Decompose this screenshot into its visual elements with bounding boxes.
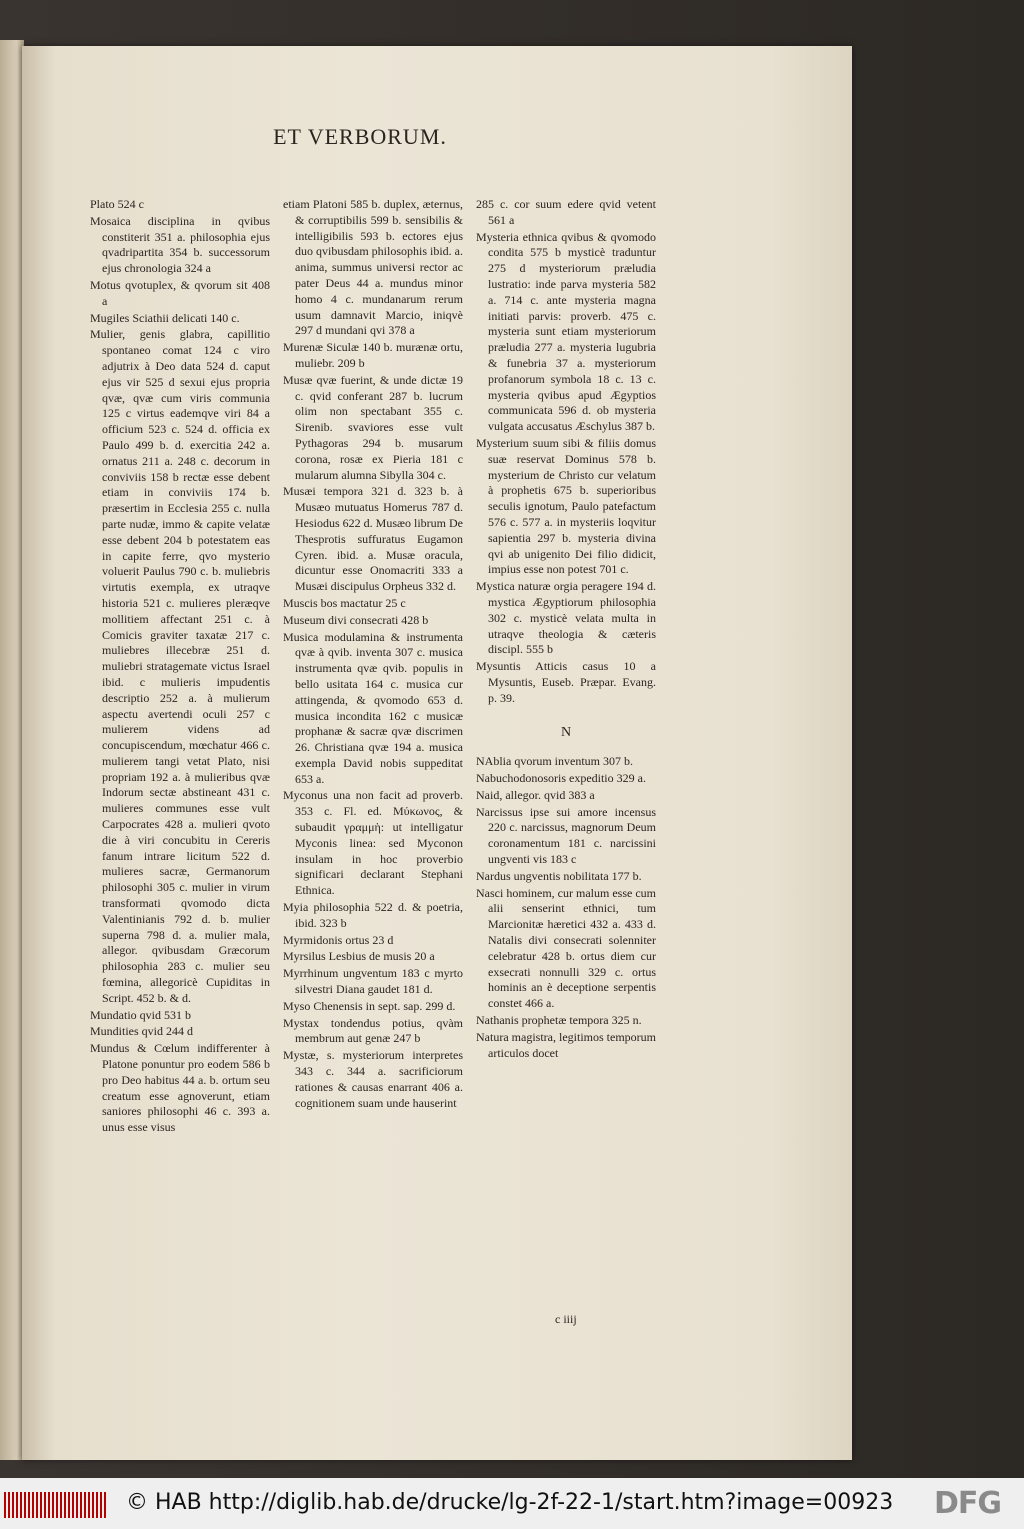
barcode-icon: [4, 1492, 108, 1518]
footer-bar: [0, 1478, 1024, 1529]
index-entry: Musæ qvæ fuerint, & unde dictæ 19 c. qvid conferant 287 b. lucrum olim non spectabant 355 c. Sirenib. svaviores esse vult Pythagoras 294 b. musarum corona, rosæ ex Pieria 181 c mularum alumna Sibylla 304 c.: [283, 372, 463, 482]
index-entry: Mundities qvid 244 d: [90, 1024, 194, 1039]
index-entry: Nardus ungventis nobilitata 177 b.: [476, 868, 642, 883]
source-link[interactable]: © HAB http://diglib.hab.de/drucke/lg-2f-22-1/start.htm?image=00923: [126, 1490, 894, 1515]
signature-mark: c iiij: [555, 1312, 577, 1326]
index-entry: Mysterium suum sibi & filiis domus suæ reservat Dominus 578 b. mysterium de Christo cur velatum à prophetis 675 b. superioribus seculis ignotum, Paulo patefactum 576 c. 577 a. in mysteriis loqvitur sapientia 297 b. mysteria divina qvi ab unigenito Dei filio didicit, impius esse non potest 701 c.: [476, 435, 656, 577]
index-entry: Musæi tempora 321 d. 323 b. à Musæo mutuatus Homerus 787 d. Hesiodus 622 d. Musæo librum De Thesprotis suffuratus Eugamon Cyren. ibid. a. Musæ oracula, dicuntur esse Onomacriti 333 a Musæi discipulus Orpheus 332 d.: [283, 484, 463, 594]
index-entry: Myrmidonis ortus 23 d: [283, 932, 394, 947]
section-letter: N: [560, 724, 572, 740]
index-entry: Musica modulamina & instrumenta qvæ à qvib. inventa 307 c. musica instrumenta qvæ qvib. populis in bello usitata 164 c. musica cur attingenda, & qvomodo 653 d. musica incondita 162 c musicæ prophanæ & sacræ qvæ discrimen 26. Christiana qvæ 194 a. musica exempla David nobis suppeditat 653 a.: [283, 629, 463, 786]
index-entry: Myia philosophia 522 d. & poetria, ibid. 323 b: [283, 900, 463, 930]
index-column-3: [476, 197, 656, 1062]
index-entry: Mysteria ethnica qvibus & qvomodo condita 575 b mysticè traduntur 275 d mysteriorum præludia lustratio: inde parva mysteria 582 a. 714 c. ante mysteria magna initiati parvis: proverb. 475 c. mysteria sunt etiam mysteriorum præludia 277 a. mysteria lugubria & funebria 37 a. mysteriorum profanorum symbola 18 c. 13 c. mysteria qvibus apud Ægyptios communicata 596 d. ob mysteria vulgata accusatus Æschylus 387 b.: [476, 229, 656, 434]
index-entry: Mystæ, s. mysteriorum interpretes 343 c. 344 a. sacrificiorum rationes & causas enarrant 406 a. cognitionem suam unde hauserint: [283, 1048, 463, 1110]
index-entry: Muscis bos mactatur 25 c: [283, 595, 406, 610]
index-entry: Nabuchodonosoris expeditio 329 a.: [476, 771, 646, 786]
index-entry: Mulier, genis glabra, capillitio spontaneo comat 124 c viro adjutrix à Deo data 524 d. caput ejus vir 525 d sexui ejus propria qvæ, qvæ cum viris communia 125 c virtus eademqve viri 84 a officium 523 c. 524 d. officia ex Paulo 499 b. d. exercitia 242 a. ornatus 211 a. 248 c. decorum in conviviis 158 b rectæ esse debent etiam in conviviis 174 b. præsertim in Ecclesia 255 c. nulla parte nudæ, immo & capite velatæ esse debent 204 b potestatem eas in capite ferre, qvo mysterio voluerit Paulus 790 c. b. muliebris virtutis exempla, ex utraqve historia 521 c. mulieres pleræqve mollitiem affectant 251 c. à Comicis graviter taxatæ 217 c. muliebres illecebræ 251 d. muliebri stratagemate victus Israel ibid. c mulieris impudentis descriptio 252 a. à mulierum aspectu avertendi oculi 257 c mulierem videns ad concupiscendum, mœchatur 466 c. mulierem tangi vetat Plato, nisi propriam 192 a. à mulieribus qvæ Indorum sectæ abstineant 431 c. mulieres communes esse vult Carpocrates 428 a. mulieri qvoto die à viri concubitu in Cereris fanum intrare licitum 522 d. mulieres sacræ, Germanorum philosophi 305 c. mulier in virum transformati qvomodo dicta Valentinianis 792 d. b. mulier superna 798 d. a. mulier mala, allegor. qvibusdam Græcorum philosophia 283 c. mulier seu fœmina, allegoricè Cupiditas in Script. 452 b. & d.: [90, 327, 270, 1005]
index-entry: Mundus & Cœlum indifferenter à Platone ponuntur pro eodem 586 b pro Deo habitus 44 a. b. ortum seu creatum esse agnoverunt, etiam saniores philosophi 46 c. 393 a. unus esse visus: [90, 1041, 270, 1135]
index-entry: Nathanis prophetæ tempora 325 n.: [476, 1013, 642, 1028]
running-head: ET VERBORUM.: [273, 124, 447, 149]
index-column-1: [90, 197, 270, 1137]
index-entry: Mystica naturæ orgia peragere 194 d. mystica Ægyptiorum philosophia 302 c. mysticè velata multa in utraqve theologia & cæteris discipl. 555 b: [476, 579, 656, 657]
index-entry: Murenæ Siculæ 140 b. murænæ ortu, muliebr. 209 b: [283, 340, 463, 370]
index-entry: Motus qvotuplex, & qvorum sit 408 a: [90, 277, 270, 308]
index-entry: Natura magistra, legitimos temporum articulos docet: [476, 1029, 656, 1060]
left-page-edge: [0, 40, 24, 1460]
index-entry: Nasci hominem, cur malum esse cum alii senserint ethnici, tum Marcionitæ hæretici 432 a. 433 d. Natalis divi consecrati solenniter celebratur 428 b. ortus diem cur exsecrati nonnulli 329 c. ortus hominis an è deceptione serpentis constet 466 a.: [476, 885, 656, 1011]
index-entry: Mundatio qvid 531 b: [90, 1007, 191, 1022]
index-entry: Myrrhinum ungventum 183 c myrto silvestri Diana gaudet 181 d.: [283, 966, 463, 997]
index-entry: Myso Chenensis in sept. sap. 299 d.: [283, 998, 456, 1013]
index-column-2: [283, 197, 463, 1112]
index-entry: Mystax tondendus potius, qvàm membrum aut genæ 247 b: [283, 1015, 463, 1046]
index-entry: Mugiles Sciathii delicati 140 c.: [90, 310, 240, 325]
index-entry: Museum divi consecrati 428 b: [283, 612, 429, 627]
index-entry: Narcissus ipse sui amore incensus 220 c. narcissus, magnorum Deum coronamentum 181 c. narcissini ungventi vis 183 c: [476, 804, 656, 867]
index-entry: Myconus una non facit ad proverb. 353 c. Fl. ed. Μύκωνος, & subaudit γραμμὴ: ut intelligatur Myconis linea: sed Myconon insulam in hoc proverbio significari declarant Stephani Ethnica.: [283, 788, 463, 898]
index-entry: 285 c. cor suum edere qvid vetent 561 a: [476, 197, 656, 227]
index-entry: Naid, allegor. qvid 383 a: [476, 787, 595, 802]
index-entry: Mosaica disciplina in qvibus constiterit 351 a. philosophia ejus qvadripartita 354 b. successorum ejus chronologia 324 a: [90, 213, 270, 276]
index-entry: Mysuntis Atticis casus 10 a Mysuntis, Euseb. Præpar. Evang. p. 39.: [476, 659, 656, 705]
index-entry: Myrsilus Lesbius de musis 20 a: [283, 949, 435, 964]
index-entry: etiam Platoni 585 b. duplex, æternus, & corruptibilis 599 b. sensibilis & intelligibilis 593 b. ectores ejus duo qvibusdam philosophis ibid. a. anima, summus universi rector ac pater Deus 44 a. mundus minor homo 4 c. mundanarum rerum usum damnavit Marcio, iniqvè 297 d mundani qvi 378 a: [283, 197, 463, 338]
dfg-logo: DFG: [934, 1486, 1002, 1521]
index-entry: Plato 524 c: [90, 197, 144, 211]
index-entry: NAblia qvorum inventum 307 b.: [476, 754, 633, 769]
